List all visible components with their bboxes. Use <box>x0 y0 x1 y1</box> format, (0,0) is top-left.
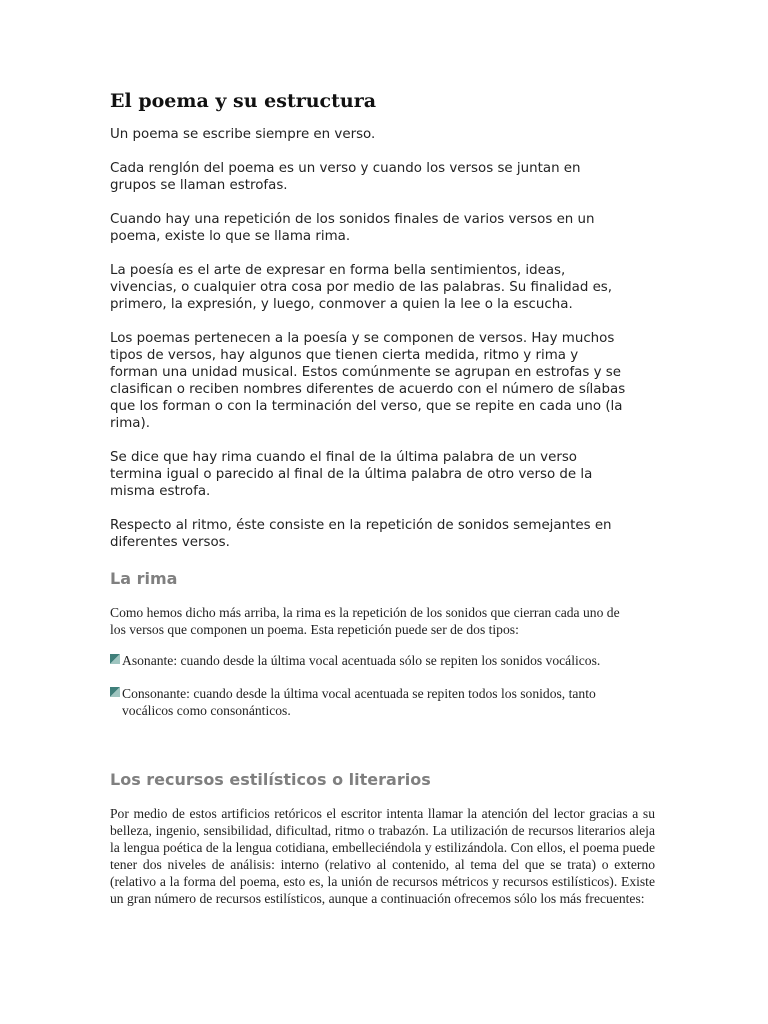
intro-paragraph-6: Se dice que hay rima cuando el final de la última palabra de un verso termina igual o parecido al final de la última palabra de otro verso de la misma estrofa. <box>110 450 593 499</box>
intro-paragraph-3: Cuando hay una repetición de los sonidos finales de varios versos en un poema, existe lo que se llama rima. <box>110 212 595 244</box>
triangle-bullet-icon <box>110 684 120 694</box>
intro-paragraph-2: Cada renglón del poema es un verso y cuando los versos se juntan en grupos se llaman estrofas. <box>110 161 581 193</box>
rima-types-list <box>110 652 630 719</box>
rima-paragraph: Como hemos dicho más arriba, la rima es la repetición de los sonidos que cierran cada uno de los versos que componen un poema. Esta repetición puede ser de dos tipos: <box>110 605 620 637</box>
list-item-text: Asonante: cuando desde la última vocal acentuada sólo se repiten los sonidos vocálicos. <box>122 653 601 668</box>
triangle-bullet-icon <box>110 651 120 661</box>
document-title: El poema y su estructura <box>110 90 377 112</box>
intro-paragraph-4: La poesía es el arte de expresar en forma bella sentimientos, ideas, vivencias, o cualquier otra cosa por medio de las palabras. Su finalidad es, primero, la expresión, y luego, conmover a quien la lee o la escucha. <box>110 263 613 312</box>
list-item-text: Consonante: cuando desde la última vocal acentuada se repiten todos los sonidos, tanto vocálicos como consonánticos. <box>122 686 596 718</box>
list-item-asonante <box>110 652 630 669</box>
document-page <box>110 88 655 921</box>
section-heading-rima: La rima <box>110 569 178 588</box>
intro-paragraph-5: Los poemas pertenecen a la poesía y se componen de versos. Hay muchos tipos de versos, hay algunos que tienen cierta medida, ritmo y rima y forman una unidad musical. Estos comúnmente se agrupan en estrofas y se clasifican o reciben nombres diferentes de acuerdo con el número de sílabas que los forman o con la terminación del verso, que se repite en cada uno (la rima). <box>110 331 626 431</box>
recursos-paragraph: Por medio de estos artificios retóricos el escritor intenta llamar la atención del lector gracias a su belleza, ingenio, sensibilidad, dificultad, ritmo o trabazón. La utilización de recursos literarios aleja la lengua poética de la lengua cotidiana, embelleciéndola y estilizándola. Con ellos, el poema puede tener dos niveles de análisis: interno (relativo al contenido, al tema del que se trata) o externo (relativo a la forma del poema, esto es, la unión de recursos métricos y recursos estilísticos). Existe un gran número de recursos estilísticos, aunque a continuación ofrecemos sólo los más frecuentes: <box>110 806 655 906</box>
intro-paragraph-7: Respecto al ritmo, éste consiste en la repetición de sonidos semejantes en diferentes versos. <box>110 518 612 550</box>
list-item-consonante <box>110 685 630 719</box>
section-heading-recursos: Los recursos estilísticos o literarios <box>110 770 431 789</box>
intro-paragraph-1: Un poema se escribe siempre en verso. <box>110 127 376 142</box>
